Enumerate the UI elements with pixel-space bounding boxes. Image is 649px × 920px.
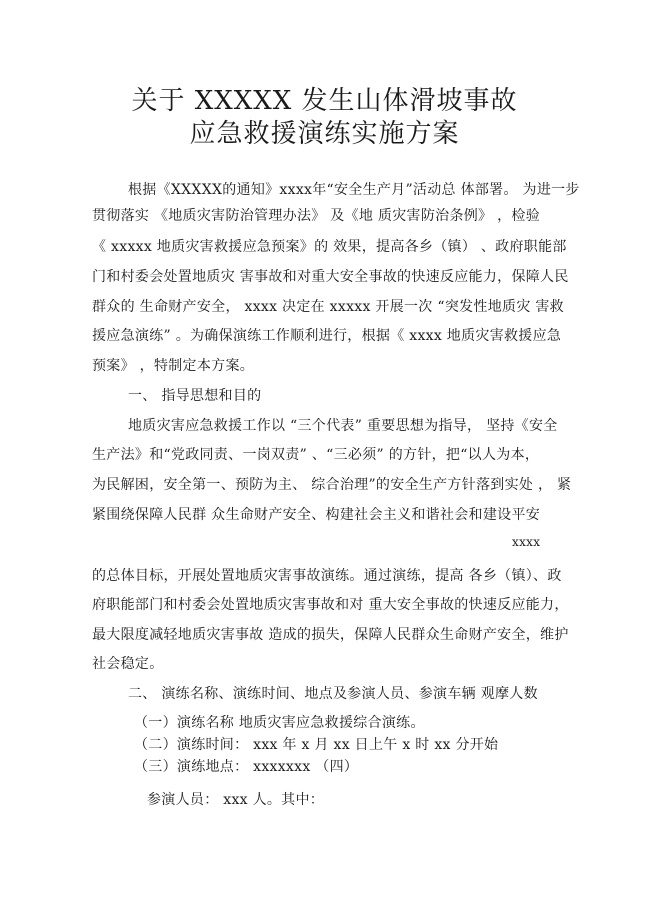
paragraph-line: 的总体目标，开展处置地质灾害事故演练。通过演练，提高 各乡（镇）、政 (92, 568, 562, 584)
placeholder-xxxx: xxxx (512, 535, 541, 549)
paragraph-line: 《 xxxxx 地质灾害救援应急预案》的 效果，提高各乡（镇） 、政府职能部 (92, 239, 567, 255)
paragraph-line: 紧围绕保障人民群 众生命财产安全、构建社会主义和谐社会和建设平安 (92, 507, 541, 523)
paragraph-line: 援应急演练” 。为确保演练工作顺利进行，根据《 xxxx 地质灾害救援应急 (92, 328, 562, 344)
paragraph-line: 贯彻落实 《地质灾害防治管理办法》 及《地 质灾害防治条例》 ，检验 (92, 208, 540, 224)
paragraph-line: 为民解困，安全第一、预防为主、 综合治理”的安全生产方针落到实处 ， 紧 (92, 477, 572, 493)
paragraph-line: 地质灾害应急救援工作以 “三个代表” 重要思想为指导， 坚持《安全 (128, 418, 558, 434)
paragraph-line: 府职能部门和村委会处置地质灾害事故和对 重大安全事故的快速反应能力， (92, 597, 569, 613)
title-line-2: 应急救援演练实施方案 (189, 119, 460, 149)
paragraph-line: 生产法》和“党政同责、一岗双责” 、“三必须” 的方针，把“以人为本， (92, 447, 540, 463)
participants-line: 参演人员： xxx 人。其中： (147, 792, 325, 808)
list-item: （一）演练名称 地质灾害应急救援综合演练。 (134, 715, 425, 731)
section-heading-1: 一、 指导思想和目的 (128, 388, 262, 404)
paragraph-line: 根据《XXXXX的通知》xxxx年“安全生产月”活动总 体部署。 为进一步 (128, 182, 580, 198)
paragraph-line: 社会稳定。 (92, 656, 164, 672)
section-heading-2: 二、 演练名称、演练时间、地点及参演人员、参演车辆 观摩人数 (128, 686, 538, 702)
list-item: （三）演练地点： xxxxxxx （四） (134, 759, 359, 775)
title-line-1: 关于 XXXXX 发生山体滑坡事故 (131, 86, 518, 116)
paragraph-line: 门和村委会处置地质灾 害事故和对重大安全事故的快速反应能力，保障人民 (92, 269, 569, 285)
list-item: （二）演练时间： xxx 年 x 月 xx 日上午 x 时 xx 分开始 (134, 737, 499, 753)
paragraph-line: 预案》 ，特制定本方案。 (92, 358, 255, 374)
paragraph-line: 群众的 生命财产安全， xxxx 决定在 xxxxx 开展一次 “突发性地质灾 害救 (92, 299, 564, 315)
paragraph-line: 最大限度减轻地质灾害事故 造成的损失，保障人民群众生命财产安全，维护 (92, 627, 569, 643)
